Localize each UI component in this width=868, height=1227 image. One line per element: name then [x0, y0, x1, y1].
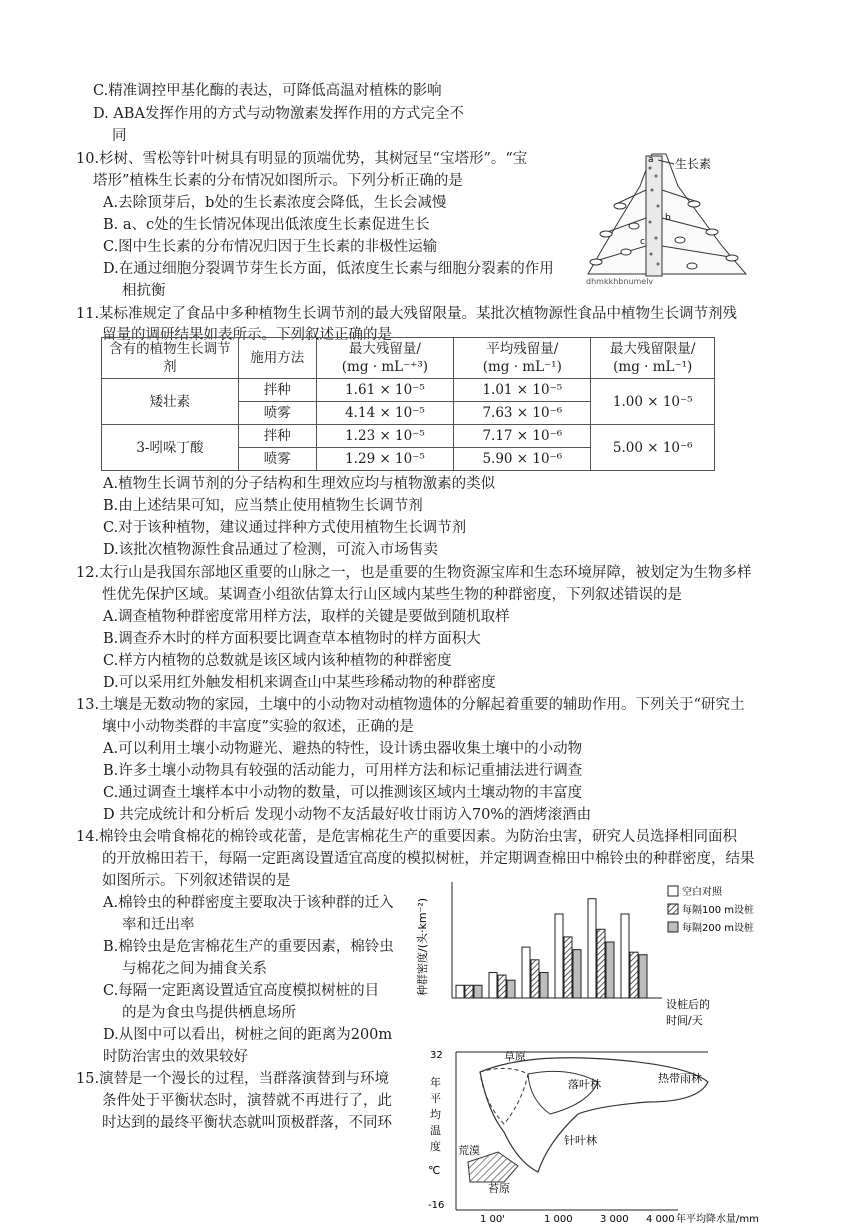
biome-chart — [418, 1042, 768, 1227]
q14-option-b: B.棉铃虫是危害棉花生产的重要因素，棉铃虫 — [103, 939, 394, 955]
q12-stem-1: 12.太行山是我国东部地区重要的山脉之一，也是重要的生物资源宝库和生态环境屏障，被划定为生物多样 — [76, 565, 752, 581]
header-avg-residue: 平均残留量/ (mg · mL⁻¹) — [454, 338, 591, 379]
q14-option-d: D.从图中可以看出，树桩之间的距离为200m — [103, 1027, 393, 1043]
q13-stem-2: 壤中小动物类群的丰富度”实验的叙述，正确的是 — [102, 719, 414, 735]
q14-option-b-cont: 与棉花之间为捕食关系 — [122, 961, 267, 977]
bar-3-6 — [639, 955, 647, 998]
residue-table — [101, 337, 715, 471]
q14-stem-2: 的开放棉田若干，每隔一定距离设置适宜高度的模拟树桩，并定期调查棉田中棉铃虫的种群密度，结果 — [102, 851, 755, 867]
header-method: 施用方法 — [238, 338, 316, 379]
cell-avg: 7.17 × 10⁻⁶ — [454, 425, 591, 448]
row-name: 3-吲哚丁酸 — [102, 425, 239, 471]
bar-x-label-1: 设桩后的 — [666, 998, 710, 1011]
cell-method: 拌种 — [238, 425, 316, 448]
q9-option-d-cont: 同 — [112, 128, 127, 144]
legend-swatch — [668, 904, 678, 914]
q15-stem-3: 时达到的最终平衡状态就叫顶极群落，不同环 — [102, 1115, 392, 1131]
q11-stem-2: 留量的调研结果如表所示。下列叙述正确的是 — [102, 327, 392, 343]
cell-max: 1.61 × 10⁻⁵ — [316, 379, 453, 402]
q9-option-c: C.精准调控甲基化酶的表达，可降低高温对植株的影响 — [93, 83, 442, 99]
grassland-region — [480, 1068, 528, 1124]
cell-method: 喷雾 — [238, 448, 316, 471]
q12-option-a: A.调查植物种群密度常用样方法，取样的关键是要做到随机取样 — [103, 609, 510, 625]
q12-option-c: C.样方内植物的总数就是该区域内该种植物的种群密度 — [103, 653, 452, 669]
header-regulator: 含有的植物生长调节 剂 — [102, 338, 239, 379]
x-tick: 3 000 — [600, 1214, 629, 1225]
bar-2-3 — [531, 960, 539, 998]
q9-option-d: D. ABA发挥作用的方式与动物激素发挥作用的方式完全不 — [93, 106, 464, 122]
bar-1-2 — [489, 973, 497, 998]
q11-stem-1: 11.某标准规定了食品中多种植物生长调节剂的最大残留限量。某批次植物源性食品中植物生长调节剂残 — [76, 306, 738, 322]
label-grassland: 草原 — [504, 1050, 526, 1063]
auxin-tree-figure — [582, 146, 752, 286]
q12-stem-2: 性优先保护区域。某调查小组欲估算太行山区域内某些生物的种群密度，下列叙述错误的是 — [102, 587, 682, 603]
q10-option-c: C.图中生长素的分布情况归因于生长素的非极性运输 — [103, 239, 438, 255]
q14-option-a-cont: 率和迁出率 — [122, 917, 195, 933]
q10-option-a: A.去除顶芽后，b处的生长素浓度会降低，生长会减慢 — [103, 195, 447, 211]
label-tundra: 苔原 — [488, 1182, 510, 1195]
q14-option-c: C.每隔一定距离设置适宜高度模拟树桩的目 — [103, 983, 380, 999]
q10-stem-2: 塔形”植株生长素的分布情况如图所示。下列分析正确的是 — [93, 173, 463, 189]
label-deciduous: 落叶林 — [568, 1078, 601, 1091]
legend-swatch — [668, 886, 678, 896]
bar-1-1 — [456, 985, 464, 998]
x-tick: 1 00' — [480, 1214, 506, 1225]
y-tick-top: 32 — [430, 1050, 443, 1061]
cell-method: 拌种 — [238, 379, 316, 402]
q15-stem-1: 15.演替是一个漫长的过程，当群落演替到与环境 — [76, 1071, 390, 1087]
auxin-label: 生长素 — [675, 157, 712, 171]
figure-caption: dhmkkhbnumelv — [586, 277, 654, 286]
q11-option-b: B.由上述结果可知，应当禁止使用植物生长调节剂 — [103, 498, 423, 514]
cell-limit: 5.00 × 10⁻⁶ — [591, 425, 715, 471]
bar-3-4 — [573, 950, 581, 998]
label-conifer: 针叶林 — [564, 1134, 597, 1147]
bar-1-5 — [588, 899, 596, 998]
cell-max: 1.23 × 10⁻⁵ — [316, 425, 453, 448]
x-label: 年平均降水量/mm — [676, 1214, 759, 1225]
q13-option-d: D 共完成统计和分析后 发现小动物不友活最好收廿雨访入70%的酒烤滚酒由 — [103, 807, 592, 823]
q11-option-c: C.对于该种植物，建议通过拌种方式使用植物生长调节剂 — [103, 520, 467, 536]
y-unit: ℃ — [428, 1164, 441, 1177]
bar-3-5 — [606, 942, 614, 998]
q11-option-d: D.该批次植物源性食品通过了检测，可流入市场售卖 — [103, 542, 438, 558]
cell-avg: 1.01 × 10⁻⁵ — [454, 379, 591, 402]
bar-3-2 — [507, 980, 515, 998]
q12-option-b: B.调查乔木时的样方面积要比调查草本植物时的样方面积大 — [103, 631, 481, 647]
q14-option-a: A.棉铃虫的种群密度主要取决于该种群的迁入 — [103, 895, 394, 911]
cell-avg: 5.90 × 10⁻⁶ — [454, 448, 591, 471]
bar-x-label-2: 时间/天 — [666, 1014, 703, 1027]
q15-stem-2: 条件处于平衡状态时，演替就不再进行了，此 — [102, 1093, 392, 1109]
cell-max: 4.14 × 10⁻⁵ — [316, 402, 453, 425]
row-name: 矮壮素 — [102, 379, 239, 425]
bar-y-label: 种群密度/(头·km⁻²) — [416, 897, 429, 996]
bar-2-6 — [630, 952, 638, 998]
q10-option-d: D.在通过细胞分裂调节芽生长方面，低浓度生长素与细胞分裂素的作用 — [103, 261, 554, 277]
y-label-char: 年 — [430, 1076, 441, 1089]
point-b: b — [665, 213, 671, 223]
point-a: a — [648, 155, 654, 165]
bar-2-5 — [597, 929, 605, 998]
legend-label: 每隔200 m设桩 — [682, 923, 755, 934]
bar-1-6 — [621, 914, 629, 998]
q10-option-d-cont: 相抗衡 — [122, 283, 166, 299]
cell-avg: 7.63 × 10⁻⁶ — [454, 402, 591, 425]
q14-stem-3: 如图所示。下列叙述错误的是 — [102, 873, 291, 889]
q13-stem-1: 13.土壤是无数动物的家园，土壤中的小动物对动植物遗体的分解起着重要的辅助作用。下列关于“研究土 — [76, 697, 745, 713]
q10-stem-1: 10.杉树、雪松等针叶树具有明显的顶端优势，其树冠呈“宝塔形”。“宝 — [76, 151, 528, 167]
bar-2-4 — [564, 937, 572, 998]
cell-limit: 1.00 × 10⁻⁵ — [591, 379, 715, 425]
q12-option-d: D.可以采用红外触发相机来调查山中某些珍稀动物的种群密度 — [103, 675, 496, 691]
q14-stem-1: 14.棉铃虫会啃食棉花的棉铃或花蕾，是危害棉花生产的重要因素。为防治虫害，研究人员选择相同面积 — [76, 829, 738, 845]
bar-1-4 — [555, 914, 563, 998]
q14-option-d-cont: 时防治害虫的效果较好 — [103, 1049, 248, 1065]
x-tick: 1 000 — [544, 1214, 573, 1225]
y-tick-bottom: -16 — [428, 1200, 445, 1211]
cell-max: 1.29 × 10⁻⁵ — [316, 448, 453, 471]
bar-2-2 — [498, 975, 506, 998]
q11-option-a: A.植物生长调节剂的分子结构和生理效应均与植物激素的类似 — [103, 476, 496, 492]
x-tick: 4 000 — [646, 1214, 675, 1225]
y-label-char: 平 — [430, 1092, 441, 1105]
q13-option-a: A.可以利用土壤小动物避光、避热的特性，设计诱虫器收集土壤中的小动物 — [103, 741, 583, 757]
bar-3-1 — [474, 985, 482, 998]
bar-chart — [410, 876, 755, 1036]
header-max-residue: 最大残留量/ (mg · mL⁻⁺³) — [316, 338, 453, 379]
bar-2-1 — [465, 985, 473, 998]
y-label-char: 温 — [430, 1124, 441, 1137]
q13-option-c: C.通过调查土壤样本中小动物的数量，可以推测该区域内土壤动物的丰富度 — [103, 785, 583, 801]
y-label-char: 度 — [430, 1140, 441, 1153]
y-label-char: 均 — [430, 1108, 441, 1121]
q14-option-c-cont: 的是为食虫鸟提供栖息场所 — [122, 1005, 296, 1021]
bar-3-3 — [540, 973, 548, 998]
header-limit: 最大残留限量/ (mg · mL⁻¹) — [591, 338, 715, 379]
legend-label: 每隔100 m设桩 — [682, 905, 755, 916]
point-c: c — [640, 237, 645, 247]
label-rainforest: 热带雨林 — [658, 1072, 702, 1085]
label-desert: 荒漠 — [458, 1144, 480, 1157]
legend-swatch — [668, 922, 678, 932]
q10-option-b: B. a、c处的生长情况体现出低浓度生长素促进生长 — [103, 217, 430, 233]
legend-label: 空白对照 — [682, 887, 722, 898]
q13-option-b: B.许多土壤小动物具有较强的活动能力，可用样方法和标记重捕法进行调查 — [103, 763, 583, 779]
bar-1-3 — [522, 947, 530, 998]
cell-method: 喷雾 — [238, 402, 316, 425]
